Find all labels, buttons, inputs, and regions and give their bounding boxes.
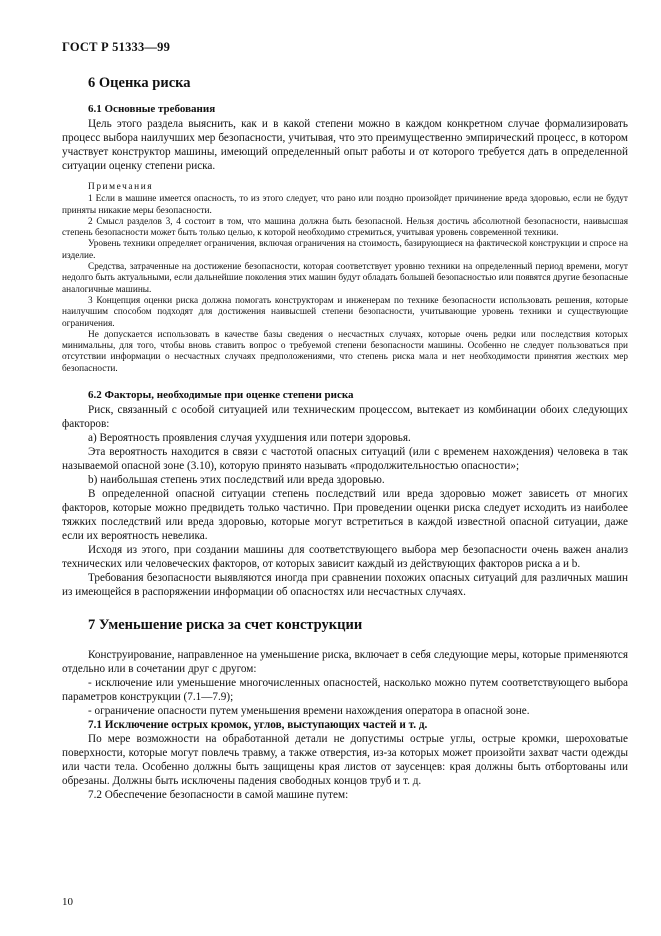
paragraph: Эта вероятность находится в связи с частотой опасных ситуаций (или с временем нахождения) человека в так называемой опасной зоне (3.10), которую принято называть «продолжительностью опасности»; <box>62 446 628 473</box>
list-item-a: a) Вероятность проявления случая ухудшения или потери здоровья. <box>88 432 411 445</box>
paragraph: Конструирование, направленное на уменьшение риска, включает в себя следующие меры, которые применяются отдельно или в сочетании друг с другом: <box>62 649 628 676</box>
section-6-2-body <box>62 403 628 599</box>
section-7-body <box>62 648 628 802</box>
paragraph: Риск, связанный с особой ситуацией или техническим процессом, вытекает из комбинации обоих следующих факторов: <box>62 404 628 431</box>
note-item: 3 Концепция оценки риска должна помогать конструкторам и инженерам по технике безопасности использовать решения, которые наилучшим способом подходят для достижения наивысшей степени безопасности, учитывающие уровень техники и существующие ограничения. <box>62 295 628 329</box>
subsection-6-1-title: 6.1 Основные требования <box>88 103 216 115</box>
section-6-title: 6 Оценка риска <box>88 75 191 91</box>
notes-block <box>62 182 628 375</box>
list-item-b: b) наибольшая степень этих последствий или вреда здоровью. <box>88 474 385 487</box>
note-item: 2 Смысл разделов 3, 4 состоит в том, что машина должна быть безопасной. Нельзя достичь абсолютной безопасности, наивысшая степень безопасности может быть только целью, к которой необходимо стремиться, учитывая уровень современной техники. <box>62 216 628 239</box>
page-content <box>62 74 628 802</box>
standard-code: ГОСТ Р 51333—99 <box>62 40 171 54</box>
paragraph: В определенной опасной ситуации степень последствий или вреда здоровью может зависеть от многих факторов, которые можно предвидеть только частично. При проведении оценки риска следует исходить из наиболее тяжких последствий или вреда здоровью, которые могут встретиться в каждой известной опасной ситуации, даже если их вероятность невелика. <box>62 488 628 543</box>
note-item: 1 Если в машине имеется опасность, то из этого следует, что рано или поздно произойдет причинение вреда здоровью, если не будут приняты никакие меры безопасности. <box>62 194 628 216</box>
note-item: Средства, затраченные на достижение безопасности, которая соответствует уровню техники на определенный период времени, могут недолго быть актуальными, если дальнейшие поколения этих машин будут обладать большей безопасностью или появятся другие безопасные аналогичные машины. <box>62 262 628 295</box>
note-item: Уровень техники определяет ограничения, включая ограничения на стоимость, базирующиеся на фактической конструкции и спросе на изделие. <box>62 239 628 261</box>
subsection-7-1-title: 7.1 Исключение острых кромок, углов, выступающих частей и т. д. <box>88 719 428 732</box>
section-7-title: 7 Уменьшение риска за счет конструкции <box>88 617 363 634</box>
paragraph: Исходя из этого, при создании машины для соответствующего выбора мер безопасности очень важен анализ технических или человеческих факторов, от которых зависит каждый из действующих факторов риска a и b. <box>62 544 628 571</box>
list-item: - исключение или уменьшение многочисленных опасностей, насколько можно путем соответствующего выбора параметров конструкции (7.1—7.9); <box>62 677 628 704</box>
paragraph: По мере возможности на обработанной детали не допустимы острые углы, острые кромки, шероховатые поверхности, которые могут повлечь травму, а также отверстия, из-за которых может произойти захват части одежды или части тела. Особенно должны быть защищены края листов от заусенцев: края должны быть отбортованы или обрезаны. Должны быть исключены падения свободных концов труб и т. д. <box>62 733 628 788</box>
section-6-1-body <box>62 117 628 173</box>
page-number: 10 <box>62 896 73 908</box>
note-item: Не допускается использовать в качестве базы сведения о несчастных случаях, которые очень редки или последствия которых минимальны, для того, чтобы вновь ставить вопрос о требуемой степени безопасности машины. Особенно не следует пользоваться при отсутствии информации о несчастных случаях предположениями, что степень риска мала и нет необходимости принятия жестких мер безопасности. <box>62 329 628 374</box>
paragraph: 7.2 Обеспечение безопасности в самой машине путем: <box>88 789 349 802</box>
list-item: - ограничение опасности путем уменьшения времени нахождения оператора в опасной зоне. <box>88 705 530 718</box>
paragraph: Требования безопасности выявляются иногда при сравнении похожих опасных ситуаций для различных машин из имеющейся в распоряжении информации об опасностях или несчастных случаях. <box>62 572 628 599</box>
subsection-6-2-title: 6.2 Факторы, необходимые при оценке степени риска <box>88 389 354 402</box>
notes-title: Примечания <box>88 182 154 192</box>
paragraph: Цель этого раздела выяснить, как и в какой степени можно в каждом конкретном случае формализировать процесс выбора наилучших мер безопасности, учитывая, что это преимущественно эмпирический процесс, в котором участвует конструктор машины, имеющий определенный опыт работы и от которого требуется дать в определенной ситуации оценку степени риска. <box>62 118 628 172</box>
